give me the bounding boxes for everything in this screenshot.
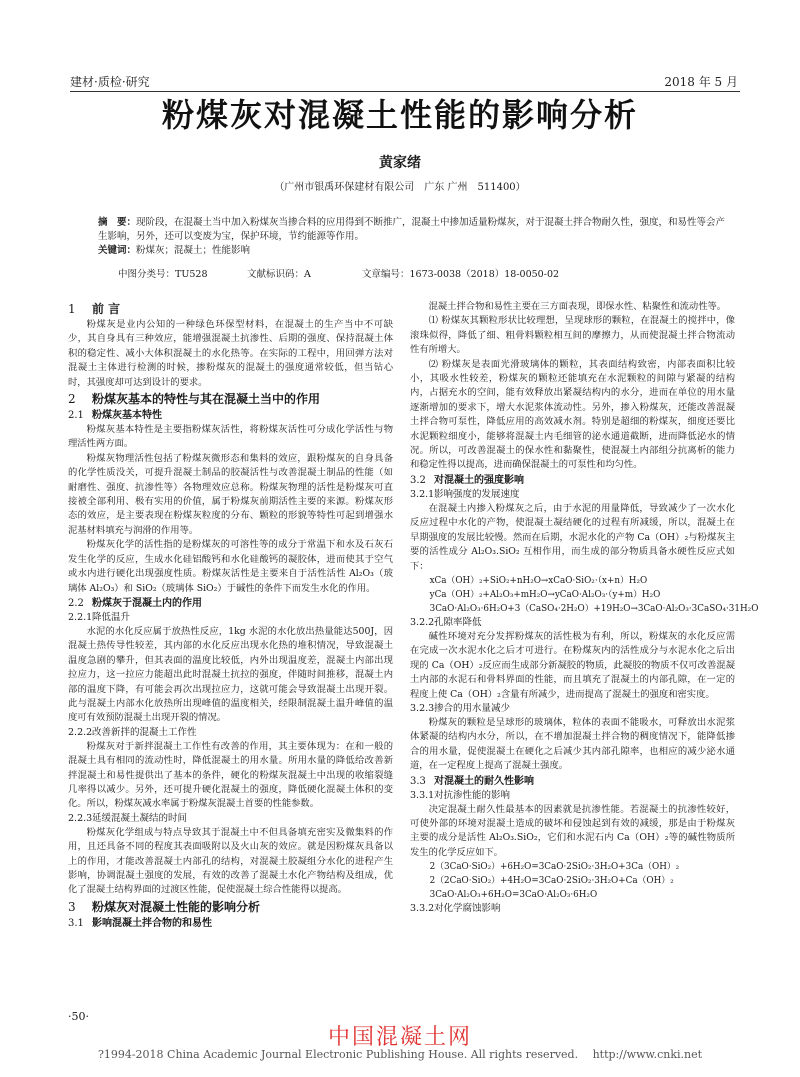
section-heading (68, 301, 393, 317)
section-heading (410, 488, 735, 502)
section-number: 2.2 (68, 597, 84, 609)
section-number: 3.1 (68, 917, 84, 929)
section-heading-text: 对化学腐蚀影响 (434, 903, 501, 915)
page-number: ·50· (68, 1010, 89, 1023)
section-heading-text: 降低温升 (92, 611, 131, 623)
section-number: 2.2.2 (68, 726, 93, 738)
section-number: 2.2.1 (68, 611, 93, 623)
body-paragraph: 水泥的水化反应属于放热性反应，1kg 水泥的水化放出热量能达500J，因混凝土热传导性较差，其内部的水化反应出现水化热的堆积情况，导致混凝土温度急剧的攀升，但其表面的温度比较低，内外出现温度差，混凝土内部出现拉应力，这一拉应力能超出此时混凝土抗拉的强度，伴随时间推移，混凝土内部的温度下降，有可能会再次出现拉应力，这就可能会导致混凝土出现开裂。此与混凝土内部水化放热所出现峰值的温度相关，经限制混凝土温升峰值的温度可有效预防混凝土出现开裂的情况。 (68, 625, 393, 724)
body-paragraph: 粉煤灰化学的活性指的是粉煤灰的可溶性等的成分于常温下和水及石灰石发生化学的反应，生成水化硅铝酸钙和水化硅酸钙的凝胶体，进而使其于空气或水内进行硬化出现强度性质。粉煤灰活性是主要来自于活性活性 Al₂O₃（玻璃体 Al₂O₃）和 SiO₂（玻璃体 SiO₂）于碱性的条件下而发生水化的作用。 (68, 539, 393, 594)
chemical-equation: 2（3CaO·SiO₂）+6H₂O=3CaO·2SiO₂·3H₂O+3Ca（OH）₂ (429, 862, 680, 873)
section-number: 1 (68, 302, 76, 316)
body-paragraph: 在混凝土内掺入粉煤灰之后，由于水泥的用量降低，导致减少了一次水化反应过程中水化的产物，使混凝土凝结硬化的过程有所减缓，所以，混凝土在早期强度的发展比较慢。然而在后期，水泥水化的产物 Ca（OH）₂与粉煤灰主要的活性成分 Al₂O₃.SiO₂ 互相作用，而生成的部分物质具备水硬性反应式如下： (410, 502, 735, 572)
article-number (362, 266, 559, 280)
article-title: 粉煤灰对混凝土性能的影响分析 (161, 96, 638, 134)
section-number: 3.2.3 (410, 702, 435, 714)
site-watermark: 中国混凝土网 (327, 1025, 472, 1050)
section-number: 2.2.3 (68, 812, 93, 824)
author-affiliation: （广州市银禹环保建材有限公司 广东 广州 511400） (274, 182, 526, 193)
body-paragraph: 粉煤灰是业内公知的一种绿色环保型材料，在混凝土的生产当中不可缺少，其自身具有三种效应，能增强混凝土抗渗性、后期的强度、保持混凝土体积的稳定性、减小大体积混凝土的水化热等。在实际的工程中，用回弹方法对混凝土主体进行检测的时候，掺粉煤灰的混凝土的强度通常较低，但当钻心时，其强度却可达到设计的要求。 (68, 319, 393, 388)
section-number: 3.3 (410, 775, 426, 787)
section-heading-text: 对混凝土的强度影响 (434, 474, 524, 486)
section-heading-text: 对混凝土的耐久性影响 (434, 775, 534, 787)
keywords-text: 粉煤灰；混凝土；性能影响 (136, 245, 251, 256)
section-heading (410, 616, 735, 630)
left-text-column (68, 300, 393, 931)
section-heading (68, 916, 393, 931)
copyright-footer: ?1994-2018 China Academic Journal Electronic Publishing House. All rights reserved. http://www.cnki.net (97, 1048, 703, 1061)
section-heading-text: 粉煤灰于混凝土内的作用 (92, 597, 202, 609)
section-heading (68, 596, 393, 611)
section-number: 3.3.2 (410, 903, 435, 915)
section-heading-text: 孔隙率降低 (434, 616, 482, 628)
abstract-label: 摘 要： (98, 217, 137, 228)
section-heading (68, 812, 393, 826)
running-header-left: 建材·质检·研究 (70, 75, 150, 89)
section-heading-text: 粉煤灰基本特性 (92, 410, 162, 422)
section-number: 3.3.1 (410, 789, 435, 801)
section-heading (68, 899, 393, 915)
body-paragraph: 粉煤灰对于新拌混凝土工作性有改善的作用，其主要体现为：在和一般的混凝土具有相同的流动性时，降低混凝土的用水量。所用水量的降低给改善新拌混凝土和易性提供出了基本的条件，硬化的粉煤灰混凝土中出现的收缩裂缝几率得以减少。另外，还可提升硬化混凝土的强度，降低硬化混凝土体积的变化。所以，粉煤灰减水率属于粉煤灰混凝土首要的性能参数。 (68, 740, 393, 810)
section-number: 2.1 (68, 410, 84, 422)
section-heading-text: 前 言 (92, 302, 121, 316)
keywords-label: 关键词： (98, 245, 137, 256)
chemical-equation: 3CaO·Al₂O₃+6H₂O=3CaO·Al₂O₃·6H₂O (429, 890, 598, 901)
section-heading (68, 391, 393, 407)
section-number: 3.2 (410, 474, 426, 486)
clc-number (118, 266, 208, 280)
section-heading-text: 改善新拌的混凝土工作性 (92, 726, 197, 738)
section-heading-text: 粉煤灰对混凝土性能的影响分析 (92, 899, 261, 914)
section-heading-text: 掺合的用水量减少 (434, 702, 511, 714)
running-header-date: 2018 年 5 月 (664, 75, 738, 89)
section-heading (68, 726, 393, 740)
body-paragraph: ⑵ 粉煤灰是表面光滑玻璃体的颗粒，其表面结构致密，内部表面积比较小，其吸水性较差，粉煤灰的颗粒还能填充在水泥颗粒的间隙与紧凝的结构内，占据充水的空间，能有效释放出紧凝结构内的水分，进而在单位的用水量逐渐增加的要求下，增大水泥浆体流动性。另外，掺入粉煤灰，还能改善混凝土拌合物可泵性，降低应用的高效减水剂。特别是超细的粉煤灰，细度还要比水泥颗粒细度小，能够将混凝土内毛细管的泌水通道截断，进而降低泌水的情况。所以，可改善混凝土的保水性和黏聚性，使混凝土内部组分抗离析的能力和稳定性得以提高，进而确保混凝土的可泵性和均匀性。 (410, 358, 735, 471)
section-heading (68, 611, 393, 625)
body-paragraph: 混凝土拌合物和易性主要在三方面表现，即保水性、粘聚性和流动性等。 (428, 301, 727, 312)
body-paragraph: 粉煤灰基本特性是主要指粉煤灰活性，将粉煤灰活性可分成化学活性与物理活性两方面。 (68, 424, 393, 450)
article-number-label: 文章编号： (362, 269, 410, 280)
section-number: 3.2.2 (410, 616, 435, 628)
body-paragraph: 粉煤灰物理活性包括了粉煤灰微形态和集料的效应，跟粉煤灰的自身具备的化学性质没关，可提升混凝土制品的胶凝活性与改善混凝土制品的性能（如耐磨性、强度、抗渗性等）各物理效应总称。粉煤灰物理的活性是粉煤灰可直接被全部利用、极有实用的价值，属于粉煤灰前期活性主要的来源。粉煤灰形态的效应，是主要表现在粉煤灰粒度的分布、颗粒的形貌等特性可起到增强水泥基材料填充与润滑的作用等。 (68, 452, 393, 536)
body-paragraph: ⑴ 粉煤灰其颗粒形状比较理想，呈现球形的颗粒，在混凝土的搅拌中，像滚珠似得，降低了细、粗骨料颗粒相互间的摩擦力，从而使混凝土拌合物流动性有所增大。 (410, 315, 735, 356)
article-number-value: 1673-0038（2018）18-0050-02 (409, 269, 560, 280)
body-paragraph: 粉煤灰的颗粒是呈球形的玻璃体，粒体的表面不能吸水，可释放出水泥浆体紧凝的结构内水分，所以，在不增加混凝土拌合物的稠度情况下，能降低掺合的用水量，促使混凝土在硬化之后减少其内部孔隙率，也相应的减少泌水通道，在一定程度上提高了混凝土强度。 (410, 716, 735, 772)
section-heading (410, 774, 735, 789)
section-heading-text: 影响混凝土拌合物的和易性 (92, 917, 212, 929)
abstract-text: 现阶段，在混凝土当中加入粉煤灰当掺合料的应用得到不断推广，混凝土中掺加适量粉煤灰，对于混凝土拌合物耐久性，强度，和易性等会产生影响，另外，还可以变废为宝，保护环境，节约能源等作用。 (98, 217, 726, 242)
document-code (247, 266, 311, 280)
author-name: 黄家绪 (379, 155, 421, 171)
chemical-equation: yCa（OH）₂+Al₂O₃+mH₂O→yCaO·Al₂O₃·（y+m）H₂O (429, 589, 661, 600)
section-heading (410, 789, 735, 803)
right-text-column (410, 300, 759, 916)
section-heading (68, 408, 393, 423)
section-heading (410, 702, 735, 716)
section-heading-text: 延缓混凝土凝结的时间 (92, 812, 188, 824)
section-heading-text: 粉煤灰基本的特性与其在混凝土当中的作用 (92, 392, 321, 407)
section-heading (410, 902, 735, 916)
abstract-block (98, 216, 728, 258)
section-number: 3.2.1 (410, 488, 435, 500)
section-heading (410, 473, 735, 488)
section-number: 2 (68, 392, 76, 407)
chemical-equation: 2（2CaO·SiO₂）+4H₂O=3CaO·2SiO₂·3H₂O+Ca（OH）₂ (429, 876, 674, 887)
clc-label: 中图分类号： (118, 269, 176, 280)
body-paragraph: 碱性环境对充分发挥粉煤灰的活性极为有利，所以，粉煤灰的水化反应需在完成一次水泥水化之后才可进行。在粉煤灰内的活性成分与水泥水化之后出现的 Ca（OH）₂反应而生成部分新凝胶的物质，此凝胶的物质不仅可改善混凝土内部的水泥石和骨料界面的性能，而且填充了混凝土的内部孔隙，在一定的程度上使 Ca（OH）₂含量有所减少，进而提高了混凝土的强度和密实度。 (410, 630, 735, 700)
body-paragraph: 决定混凝土耐久性最基本的因素就是抗渗性能。若混凝土的抗渗性较好，可使外部的环境对混凝土造成的破坏和侵蚀起到有效的减缓，那是由于粉煤灰主要的成分是活性 Al₂O₃.SiO₂，它们和水泥石内 Ca（OH）₂等的碱性物质所发生的化学反应如下。 (410, 803, 735, 858)
section-heading-text: 影响强度的发展速度 (434, 488, 520, 500)
body-paragraph: 粉煤灰化学组成与特点导致其于混凝土中不但具备填充密实及微集料的作用，且还具备不同的程度其表面吸附以及火山灰的效应。就是因粉煤灰具备以上的作用，才能改善混凝土内部孔的结构，对混凝土胶凝组分水化的进程产生影响，协调混凝土强度的发展，有效的改善了混凝土水化产物结构及组成，优化了混凝土结构界面的过渡区性能，促使混凝土综合性能得以提高。 (68, 826, 393, 896)
chemical-equation: 3CaO·Al₂O₃·6H₂O+3（CaSO₄·2H₂O）+19H₂O→3CaO·Al₂O₃·3CaSO₄·31H₂O (429, 603, 759, 614)
clc-value: TU528 (175, 269, 208, 280)
doc-code-value: A (304, 269, 311, 280)
chemical-equation: xCa（OH）₂+SiO₂+nH₂O→xCaO·SiO₂·（x+n）H₂O (429, 575, 648, 586)
section-number: 3 (68, 899, 76, 914)
doc-code-label: 文献标识码： (247, 269, 305, 280)
section-heading-text: 对抗渗性能的影响 (434, 789, 511, 801)
